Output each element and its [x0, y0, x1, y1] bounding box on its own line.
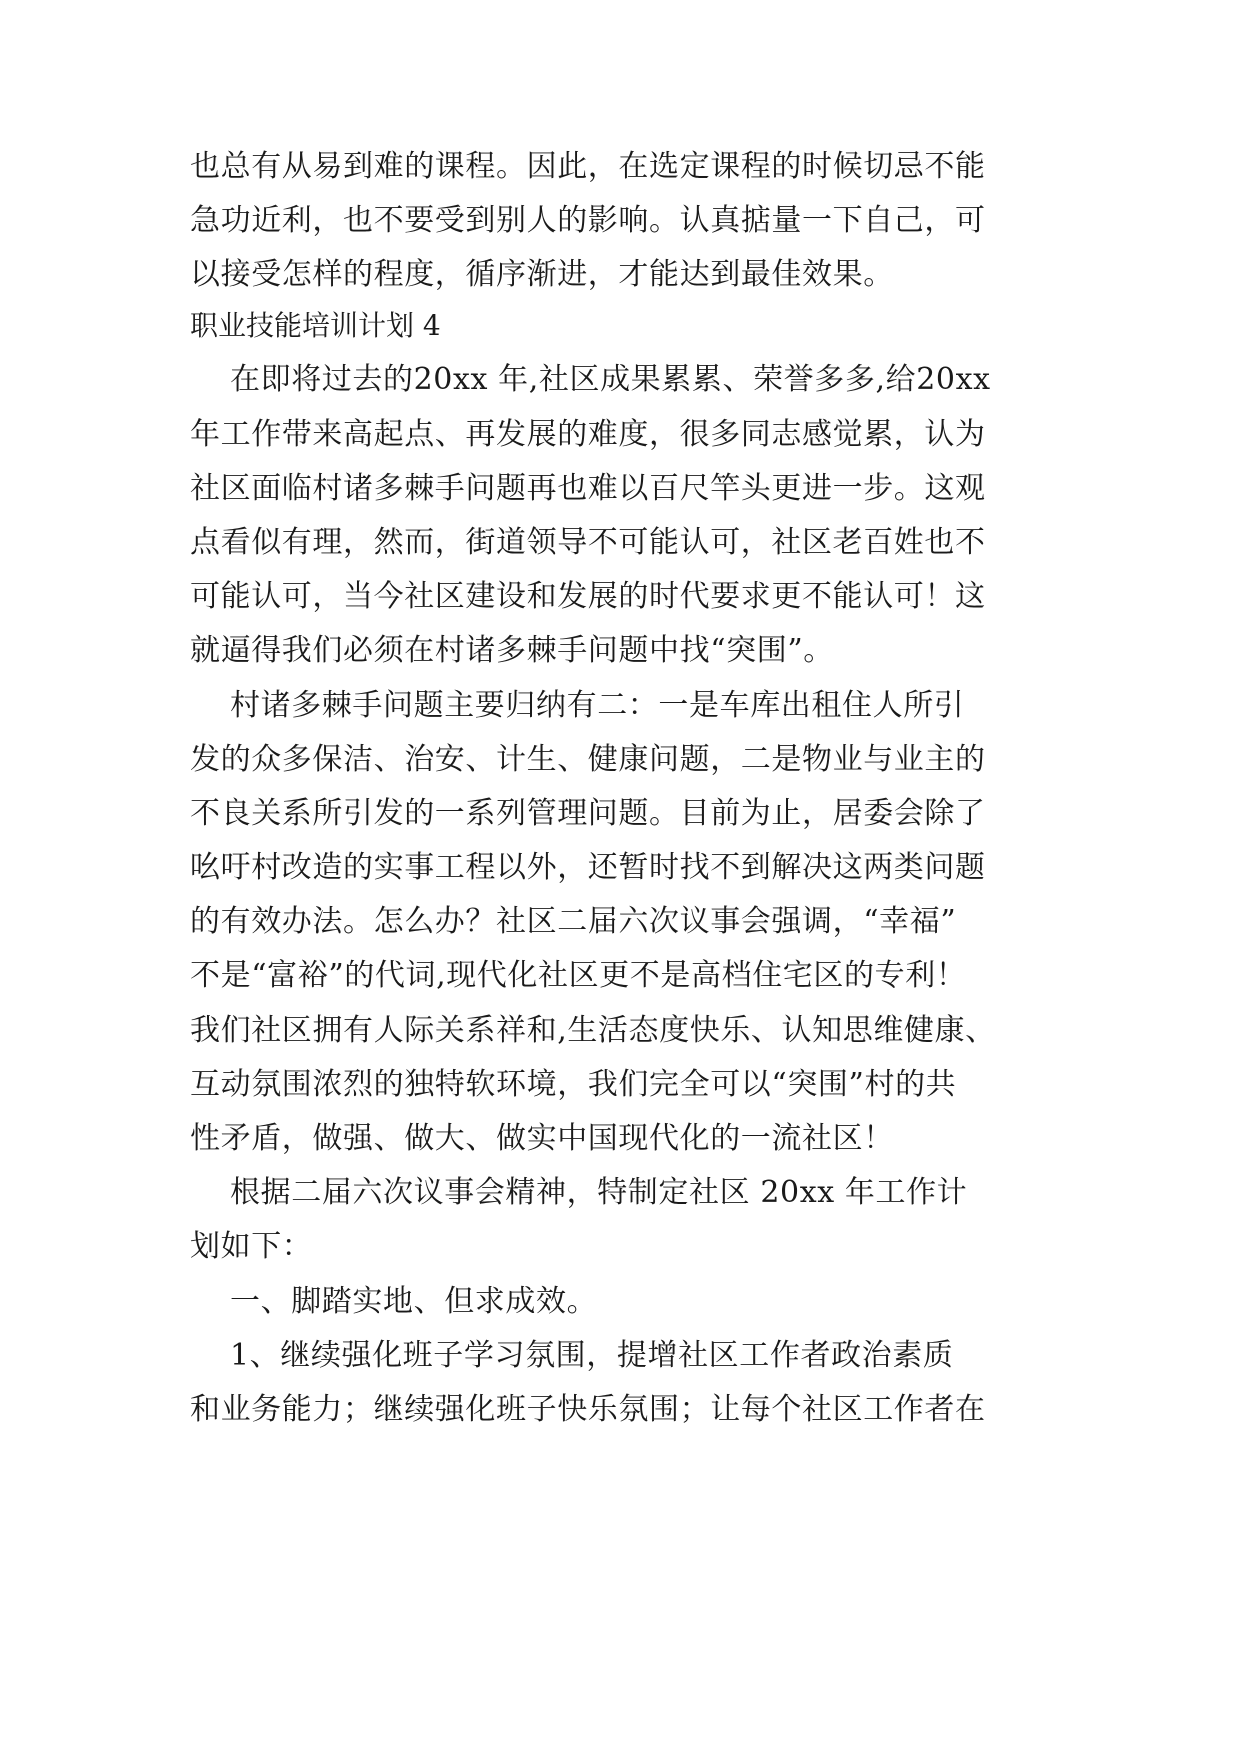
text-line: 和业务能力；继续强化班子快乐氛围；让每个社区工作者在: [190, 1392, 986, 1427]
text-line: 发的众多保洁、治安、计生、健康问题，二是物业与业主的: [190, 742, 986, 777]
paragraph-first-line: 在即将过去的20xx 年,社区成果累累、荣誉多多,给20xx: [230, 362, 991, 397]
text-line: 年工作带来高起点、再发展的难度，很多同志感觉累，认为: [190, 417, 986, 452]
text-line: 以接受怎样的程度，循序渐进，才能达到最佳效果。: [190, 257, 894, 292]
text-line: 急功近利，也不要受到别人的影响。认真掂量一下自己，可: [190, 203, 986, 238]
text-line: 就逼得我们必须在村诸多棘手问题中找“突围”。: [190, 633, 834, 668]
text-line: 不是“富裕”的代词,现代化社区更不是高档住宅区的专利！: [190, 958, 967, 993]
text-line: 不良关系所引发的一系列管理问题。目前为止，居委会除了: [190, 796, 986, 831]
text-line: 互动氛围浓烈的独特软环境，我们完全可以“突围”村的共: [190, 1067, 957, 1102]
text-line: 性矛盾，做强、做大、做实中国现代化的一流社区！: [190, 1121, 894, 1156]
text-line: 我们社区拥有人际关系祥和,生活态度快乐、认知思维健康、: [190, 1013, 996, 1048]
text-line: 社区面临村诸多棘手问题再也难以百尺竿头更进一步。这观: [190, 471, 986, 506]
section-heading: 职业技能培训计划 4: [190, 309, 441, 342]
text-line: 划如下：: [190, 1229, 313, 1264]
text-line: 点看似有理，然而，街道领导不可能认可，社区老百姓也不: [190, 525, 986, 560]
text-line: 可能认可，当今社区建设和发展的时代要求更不能认可！这: [190, 579, 986, 614]
text-line: 吆吁村改造的实事工程以外，还暂时找不到解决这两类问题: [190, 850, 986, 885]
paragraph-first-line: 1、继续强化班子学习氛围，提增社区工作者政治素质: [230, 1338, 954, 1373]
paragraph-first-line: 根据二届六次议事会精神，特制定社区 20xx 年工作计: [230, 1175, 968, 1210]
paragraph-first-line: 一、脚踏实地、但求成效。: [230, 1284, 598, 1319]
paragraph-first-line: 村诸多棘手问题主要归纳有二：一是车库出租住人所引: [230, 688, 965, 723]
text-line: 也总有从易到难的课程。因此，在选定课程的时候切忌不能: [190, 149, 986, 184]
text-line: 的有效办法。怎么办？社区二届六次议事会强调，“幸福”: [190, 904, 957, 939]
